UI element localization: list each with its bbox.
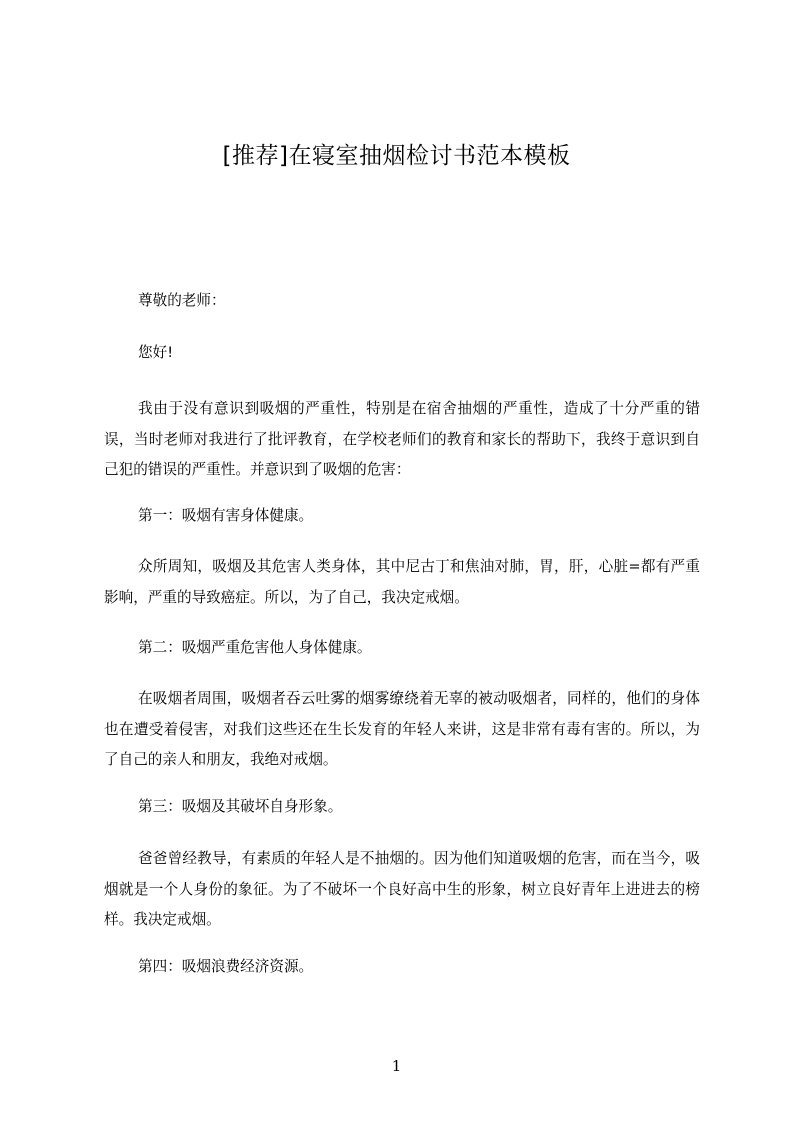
intro-paragraph: 我由于没有意识到吸烟的严重性，特别是在宿舍抽烟的严重性，造成了十分严重的错误，当时老师对我进行了批评教育，在学校老师们的教育和家长的帮助下，我终于意识到自己犯的错误的严重性。并意识到了吸烟的危害：: [104, 400, 700, 478]
salutation: 尊敬的老师：: [138, 292, 226, 309]
point-one-heading: 第一：吸烟有害身体健康。: [138, 507, 314, 524]
point-three-body: 爸爸曾经教导，有素质的年轻人是不抽烟的。因为他们知道吸烟的危害，而在当今，吸烟就是一个人身份的象征。为了不破坏一个良好高中生的形象，树立良好青年上进进去的榜样。我决定戒烟。: [104, 850, 700, 928]
point-three-heading: 第三：吸烟及其破坏自身形象。: [138, 798, 343, 815]
page-number: 1: [391, 1057, 402, 1075]
greeting: 您好!: [138, 344, 174, 361]
point-one-body: 众所周知，吸烟及其危害人类身体，其中尼古丁和焦油对肺，胃，肝，心脏=都有严重影响，严重的导致癌症。所以，为了自己，我决定戒烟。: [104, 558, 700, 606]
point-four-heading: 第四：吸烟浪费经济资源。: [138, 958, 314, 975]
point-two-heading: 第二：吸烟严重危害他人身体健康。: [138, 639, 372, 656]
document-title: [推荐]在寝室抽烟检讨书范本模板: [222, 143, 571, 169]
point-two-body: 在吸烟者周围，吸烟者吞云吐雾的烟雾缭绕着无辜的被动吸烟者，同样的，他们的身体也在遭受着侵害，对我们这些还在生长发育的年轻人来讲，这是非常有毒有害的。所以，为了自己的亲人和朋友，我绝对戒烟。: [104, 690, 700, 768]
